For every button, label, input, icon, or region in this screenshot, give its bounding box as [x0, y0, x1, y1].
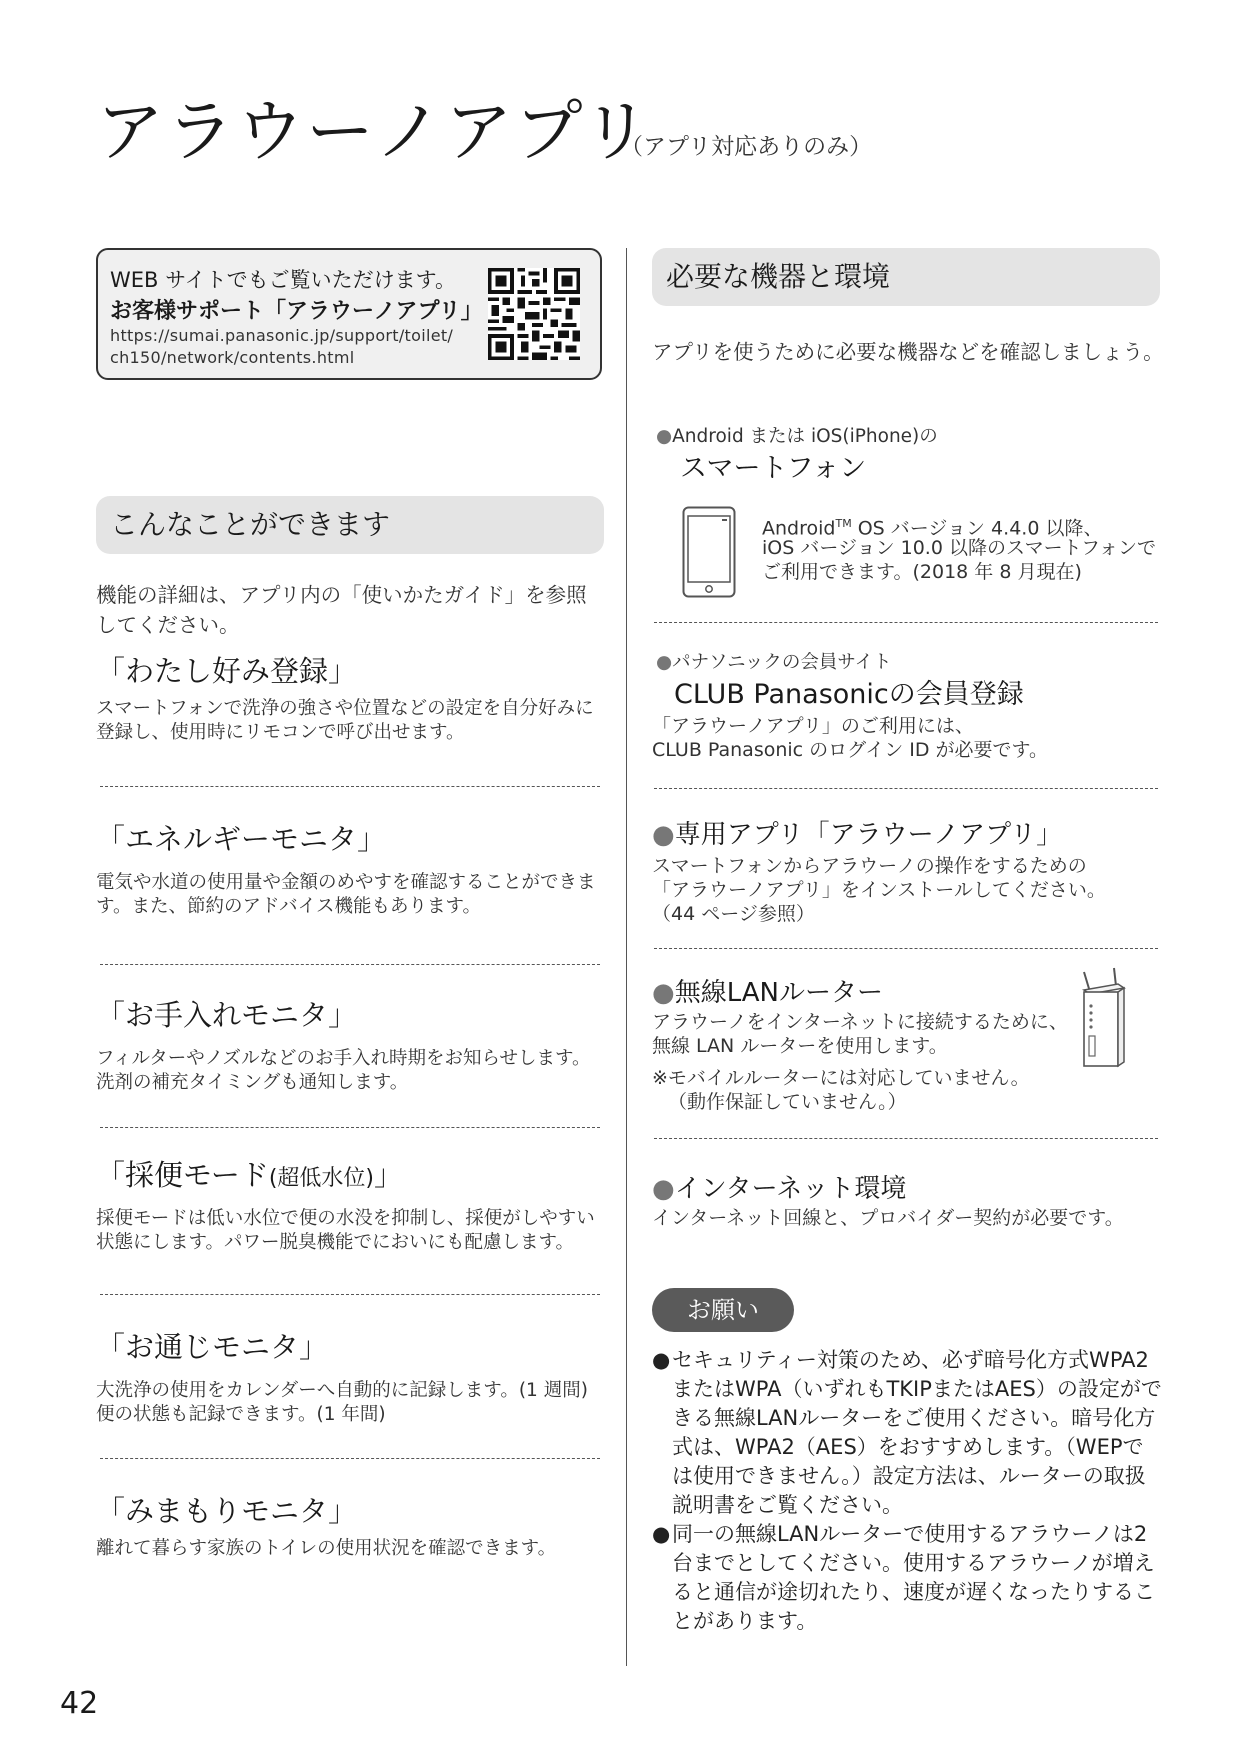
app-line3: （44 ページ参照）: [652, 903, 815, 925]
qr-code-icon: [488, 268, 580, 360]
feature-care-monitor: [96, 998, 604, 1095]
router-line1: アラウーノをインターネットに接続するために、: [652, 1011, 1068, 1033]
divider: [654, 1138, 1158, 1139]
web-box-line1: WEB サイトでもご覧いただけます。: [110, 268, 456, 292]
smartphone-bullet: ●Android または iOS(iPhone)の: [656, 426, 938, 447]
feature-desc: 離れて暮らす家族のトイレの使用状況を確認できます。: [96, 1537, 557, 1559]
feature-bowel-monitor: [96, 1330, 604, 1427]
feature-name: 「お通じモニタ」: [96, 1330, 329, 1364]
divider: [100, 786, 600, 787]
column-divider: [626, 248, 627, 1666]
features-intro: 機能の詳細は、アプリ内の「使いかたガイド」を参照してください。: [96, 583, 587, 637]
feature-stool-mode: [96, 1158, 604, 1255]
onegai-badge: お願い: [652, 1288, 794, 1332]
smartphone-icon: [682, 506, 736, 598]
feature-name: 「みまもりモニタ」: [96, 1494, 358, 1528]
divider: [100, 1294, 600, 1295]
divider: [100, 1127, 600, 1128]
onegai-item: ● セキュリティー対策のため、必ず暗号化方式WPA2またはWPA（いずれもTKIPまたはAES）の設定ができる無線LANルーターをご使用ください。暗号化方式は、WPA2（AES）をおすすめします。（WEPでは使用できません。）設定方法は、ルーターの取扱説明書をご覧ください。: [652, 1348, 1162, 1517]
requirements-intro: アプリを使うために必要な機器などを確認しましょう。: [652, 340, 1164, 364]
requirements-heading: 必要な機器と環境: [652, 248, 1160, 306]
app-title: ●専用アプリ「アラウーノアプリ」: [652, 820, 1063, 850]
feature-name: 「エネルギーモニタ」: [96, 822, 387, 856]
page-title: アラウーノアプリ: [96, 93, 652, 172]
club-title: CLUB Panasonicの会員登録: [674, 679, 1024, 710]
divider: [100, 964, 600, 965]
onegai-item: ● 同一の無線LANルーターで使用するアラウーノは2台までとしてください。使用するアラウーノが増えると通信が途切れたり、速度が遅くなったりすることがあります。: [652, 1522, 1155, 1633]
router-line3: ※モバイルルーターには対応していません。: [652, 1067, 1030, 1089]
feature-name: 「採便モード(超低水位)」: [96, 1158, 404, 1192]
feature-preference: [96, 654, 604, 745]
feature-desc: 採便モードは低い水位で便の水没を抑制し、採便がしやすい状態にします。パワー脱臭機能でにおいにも配慮します。: [96, 1207, 595, 1253]
web-box-line2: お客様サポート「アラウーノアプリ」: [110, 299, 483, 324]
title-note: （アプリ対応ありのみ）: [620, 134, 873, 160]
feature-desc: スマートフォンで洗浄の強さや位置などの設定を自分好みに登録し、使用時にリモコンで呼び出せます。: [96, 697, 594, 743]
divider: [654, 788, 1158, 789]
club-line1: 「アラウーノアプリ」のご利用には、: [652, 715, 974, 737]
router-line2: 無線 LAN ルーターを使用します。: [652, 1035, 948, 1057]
feature-name: 「わたし好み登録」: [96, 654, 358, 688]
smartphone-title: スマートフォン: [680, 453, 867, 484]
feature-name: 「お手入れモニタ」: [96, 998, 358, 1032]
feature-energy-monitor: [96, 822, 604, 919]
smartphone-line2: iOS バージョン 10.0 以降のスマートフォンで: [762, 537, 1157, 559]
feature-desc: 電気や水道の使用量や金額のめやすを確認することができます。また、節約のアドバイス機能もあります。: [96, 871, 596, 917]
divider: [654, 948, 1158, 949]
router-line4: （動作保証していません。）: [668, 1091, 907, 1113]
feature-desc: フィルターやノズルなどのお手入れ時期をお知らせします。洗剤の補充タイミングも通知します。: [96, 1047, 591, 1093]
web-box-url-line2[interactable]: ch150/network/contents.html: [110, 348, 355, 367]
web-info-box: [96, 248, 602, 380]
feature-desc: 大洗浄の使用をカレンダーへ自動的に記録します。(1 週間) 便の状態も記録できます。(1 年間): [96, 1379, 588, 1425]
club-line2: CLUB Panasonic のログイン ID が必要です。: [652, 739, 1048, 761]
internet-line1: インターネット回線と、プロバイダー契約が必要です。: [652, 1207, 1124, 1229]
club-bullet: ●パナソニックの会員サイト: [656, 652, 892, 673]
web-box-url-line1[interactable]: https://sumai.panasonic.jp/support/toilet/: [110, 326, 454, 345]
divider: [100, 1458, 600, 1459]
page-number: 42: [60, 1686, 99, 1721]
router-title: ●無線LANルーター: [652, 978, 884, 1008]
divider: [654, 622, 1158, 623]
feature-watch-monitor: [96, 1494, 604, 1561]
features-heading: こんなことができます: [96, 496, 604, 554]
app-line2: 「アラウーノアプリ」をインストールしてください。: [652, 879, 1106, 901]
app-line1: スマートフォンからアラウーノの操作をするための: [652, 855, 1087, 877]
router-icon: [1078, 966, 1130, 1070]
smartphone-line3: ご利用できます。(2018 年 8 月現在): [762, 561, 1082, 583]
internet-title: ●インターネット環境: [652, 1174, 907, 1204]
smartphone-line1: Android™ OS バージョン 4.4.0 以降、: [762, 517, 1103, 540]
